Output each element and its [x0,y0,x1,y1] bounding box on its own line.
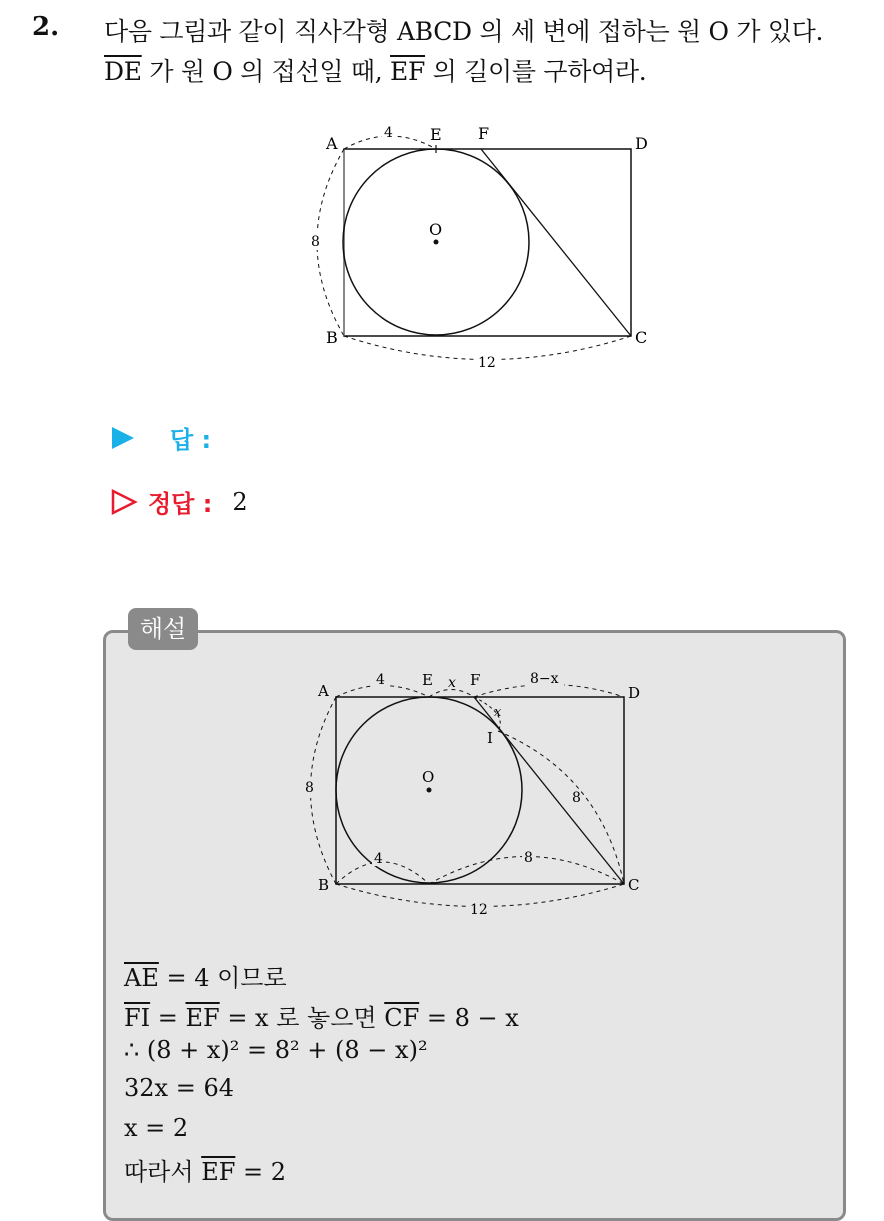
label-b: B [326,328,338,347]
question-text: 가 원 O 의 접선일 때, [141,57,391,86]
label-e: E [430,125,442,144]
correct-answer-row [110,484,248,519]
center-o-dot-solution [427,788,432,793]
correct-answer-value: 2 [232,487,248,516]
segment-ef: $\overline{EF}$ [390,57,426,86]
sol-dim-left: 8 [305,780,314,796]
dim-bottom-value: 12 [478,355,496,371]
solution-line-2 [124,998,519,1033]
solution-line-3: ∴ (8 + x)² = 8² + (8 − x)² [124,1036,428,1064]
label-f: F [478,124,490,143]
sol-dim-top-right: 8−x [530,671,559,687]
solution-line-4: 32x = 64 [124,1074,234,1102]
solution-text-2: = x 로 놓으면 [219,1004,385,1032]
segment-ae: $\overline{AE}$ [124,964,159,992]
rectangle-abcd [344,149,631,336]
sol-label-e: E [422,671,433,689]
play-triangle-icon [110,425,136,451]
sol-dim-ic: 8 [572,790,581,806]
sol-dim-bottom-right: 8 [524,850,533,866]
outline-triangle-icon [110,488,138,516]
label-d: D [635,134,648,153]
sol-label-b: B [318,876,330,894]
solution-line-5: x = 2 [124,1114,189,1142]
solution-eq: = [150,1004,186,1032]
solution-tag: 해설 [128,608,198,650]
sol-label-a: A [318,682,329,700]
segment-ef-solution: $\overline{EF}$ [185,1004,220,1032]
label-c: C [635,328,648,347]
solution-line-6 [124,1152,286,1187]
label-o: O [429,220,443,239]
label-a: A [326,134,338,153]
tangent-fc-solution [474,697,624,884]
correct-answer-label: 정답 : [148,490,213,518]
solution-text-6: 따라서 [124,1158,202,1186]
dim-left-value: 8 [311,234,320,250]
question-line-2 [104,52,646,88]
sol-dim-bottom: 12 [470,902,488,918]
solution-text-2-end: = 8 − x [419,1004,519,1032]
sol-dim-fi: x [494,705,502,720]
segment-cf: $\overline{CF}$ [384,1004,420,1032]
problem-figure [300,118,670,378]
solution-figure [300,664,660,924]
tangent-fc [481,149,631,336]
sol-label-o: O [422,768,435,786]
sol-dim-top-mid: x [448,675,456,691]
answer-label: 답 : [170,426,212,454]
sol-dim-bottom-left: 4 [374,851,383,867]
sol-label-f: F [470,671,481,689]
solution-line-1 [124,958,287,993]
segment-fi: $\overline{FI}$ [124,1004,151,1032]
sol-label-c: C [628,876,640,894]
question-text-end: 의 길이를 구하여라. [425,57,647,86]
question-number: 2. [32,12,60,42]
dim-top-value: 4 [384,125,393,141]
sol-label-d: D [628,684,641,702]
segment-de: $\overline{DE}$ [104,57,142,86]
sol-dim-top-left: 4 [376,672,385,688]
center-o-dot [434,240,439,245]
answer-input-row[interactable] [110,420,211,455]
sol-label-i: I [487,729,493,747]
segment-ef-final: $\overline{EF}$ [201,1158,236,1186]
solution-text-6-end: = 2 [235,1158,286,1186]
solution-text-1: = 4 이므로 [158,964,287,992]
question-line-1: 다음 그림과 같이 직사각형 ABCD 의 세 변에 접하는 원 O 가 있다. [104,17,824,46]
